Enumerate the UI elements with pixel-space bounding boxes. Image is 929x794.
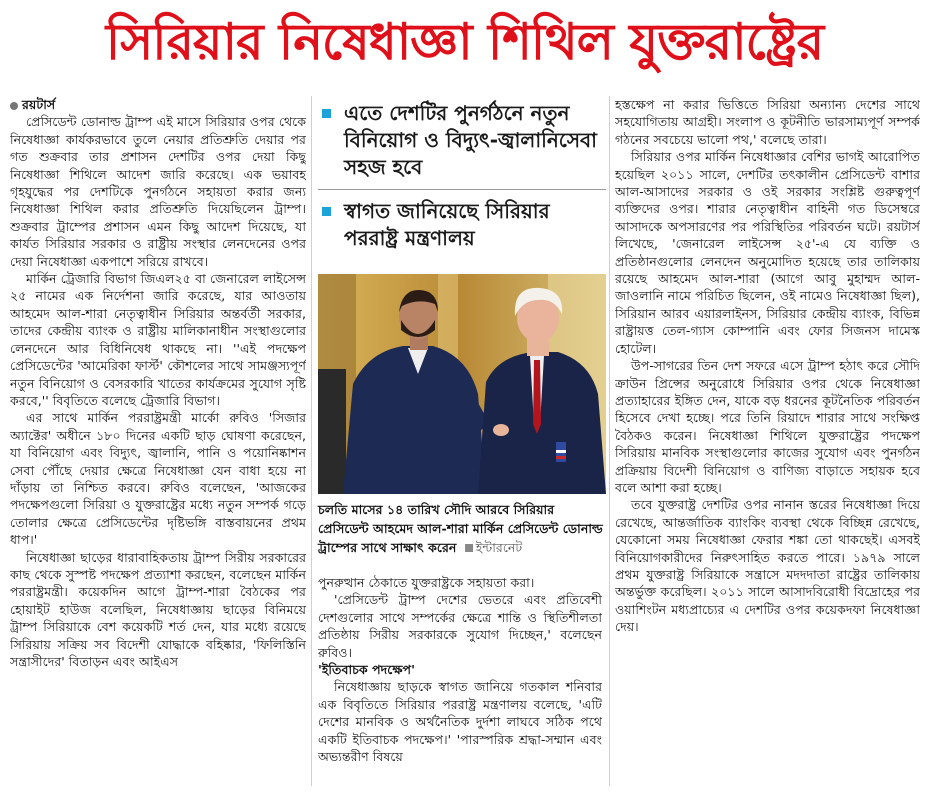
article-column-2 [318,574,602,786]
headline: সিরিয়ার নিষেধাজ্ঞা শিথিল যুক্তরাষ্ট্রের [105,13,824,71]
paragraph: 'প্রেসিডেন্ট ট্রাম্প দেশের ভেতরে এবং প্রতিবেশী দেশগুলোর সাথে সম্পর্কের ক্ষেত্রে শান্তি ও স্থিতিশীলতা প্রতিষ্ঠায় সিরীয় সরকারকে সুযোগ দিচ্ছেন,' বলেছেন রুবিও। [318,592,602,660]
paragraph: হস্তক্ষেপ না করার ভিত্তিতে সিরিয়া অন্যান্য দেশের সাথে সহযোগিতায় আগ্রহী। সংলাপ ও কূটনীতি ভারসাম্যপূর্ণ সম্পর্ক গঠনের সবচেয়ে ভালো পথ,' বলেছে তারা। [615,97,920,147]
bullet-icon [10,102,18,110]
square-bullet-icon [322,207,331,216]
divider [318,189,606,190]
paragraph: প্রেসিডেন্ট ডোনাল্ড ট্রাম্প এই মাসে সিরিয়ার ওপর থেকে নিষেধাজ্ঞা কার্যকরভাবে তুলে নেয়ার প্রতিশ্রুতি দেয়ার পর গত শুক্রবার তার প্রশাসন দেশটির ওপর দেয়া কিছু নিষেধাজ্ঞা শিথিলে আদেশ জারি করেছে। এক ভয়াবহ গৃহযুদ্ধের পর দেশটিকে পুনর্গঠনে সহায়তা করার জন্য নিষেধাজ্ঞা শিথিল করার প্রতিশ্রুতি দিয়েছিলেন ট্রাম্প। শুক্রবার ট্রাম্পের প্রশাসন এমন কিছু আদেশ দিয়েছে, যা কার্যত সিরিয়ার সরকার ও রাষ্ট্রীয় সংস্থার লেনদেনের ওপর দেয়া নিষেধাজ্ঞা একপাশে সরিয়ে রাখবে। [10,114,306,269]
paragraph: সিরিয়ার ওপর মার্কিন নিষেধাজ্ঞার বেশির ভাগই আরোপিত হয়েছিল ২০১১ সালে, দেশটির তৎকালীন প্রেসিডেন্ট বাশার আল-আসাদের সরকার ও ওই সরকার সংশ্লিষ্ট গুরুত্বপূর্ণ ব্যক্তিদের ওপর। শারার নেতৃত্বাধীন বাহিনী গত ডিসেম্বরে আসাদকে অপসারণের পর পরিস্থিতির পরিবর্তন ঘটে। রয়টার্স লিখেছে, 'জেনারেল লাইসেন্স ২৫'-এ যে ব্যক্তি ও প্রতিষ্ঠানগুলোর লেনদেন অনুমোদিত হয়েছে তার তালিকায় রয়েছে আহমেদ আল-শারা (আগে আবু মুহাম্মদ আল-জাওলানি নামে পরিচিত ছিলেন, ওই নামেও নিষেধাজ্ঞা ছিল), সিরিয়ান আরব এয়ারলাইনস, সিরিয়ার কেন্দ্রীয় ব্যাংক, বিভিন্ন রাষ্ট্রায়ত্ত তেল-গ্যাস কোম্পানি এবং ফোর সিজনস দামেস্ক হোটেল। [615,149,920,356]
paragraph: উপ-সাগরের তিন দেশ সফরে এসে ট্রাম্প হঠাৎ করে সৌদি ক্রাউন প্রিন্সের অনুরোধে সিরিয়ার ওপর থেকে নিষেধাজ্ঞা প্রত্যাহারের ইঙ্গিত দেন, যাকে বড় ধরনের কূটনৈতিক পরিবর্তন হিসেবে দেখা হচ্ছে। পরে তিনি রিয়াদে শারার সাথে সংক্ষিপ্ত বৈঠকও করেন। নিষেধাজ্ঞা শিথিলে যুক্তরাষ্ট্রের পদক্ষেপ সিরিয়ায় মানবিক সংস্থাগুলোর কাজের সুযোগ এবং পুনর্গঠন প্রক্রিয়ায় বিদেশী বিনিয়োগ ও বাণিজ্য বাড়াতে সহায়ক হবে বলে আশা করা হচ্ছে। [615,358,920,495]
square-bullet-icon [322,109,331,118]
byline [10,96,306,113]
paragraph: এর সাথে মার্কিন পররাষ্ট্রমন্ত্রী মার্কো রুবিও 'সিজার অ্যাক্টের' অধীনে ১৮০ দিনের একটি ছাড় ঘোষণা করেছেন, যা বিনিয়োগ এবং বিদ্যুৎ, জ্বালানি, পানি ও পয়োনিষ্কাশন সেবা পৌঁছে দেয়ার ক্ষেত্রে নিষেধাজ্ঞা যেন বাধা হয়ে না দাঁড়ায় তা নিশ্চিত করবে। রুবিও বলেছেন, 'আজকের পদক্ষেপগুলো সিরিয়া ও যুক্তরাষ্ট্রের মধ্যে নতুন সম্পর্ক গড়ে তোলার ক্ষেত্রে প্রেসিডেন্টের দৃষ্টিভঙ্গি বাস্তবায়নের প্রথম ধাপ।' [10,410,306,548]
paragraph: তবে যুক্তরাষ্ট্র দেশটির ওপর নানান স্তরের নিষেধাজ্ঞা দিয়ে রেখেছে, আন্তর্জাতিক ব্যাংকিং ব্যবস্থা থেকে বিচ্ছিন্ন রেখেছে, যেকোনো সময় নিষেধাজ্ঞা ফেরার শঙ্কা তো থাকছেই। এসবই বিনিয়োগকারীদের নিরুৎসাহিত করতে পারে। ১৯৭৯ সালে প্রথম যুক্তরাষ্ট্র সিরিয়াকে সন্ত্রাসে মদদদাতা রাষ্ট্রের তালিকায় অন্তর্ভুক্ত করেছিল। ২০১১ সালে আসাদবিরোধী বিদ্রোহের পর ওয়াশিংটন মধ্যপ্রাচ্যের এ দেশটির ওপর কয়েকদফা নিষেধাজ্ঞা দেয়। [615,497,920,635]
paragraph: পুনরুত্থান ঠেকাতে যুক্তরাষ্ট্রকে সহায়তা করা। [318,575,535,590]
highlight-text: স্বাগত জানিয়েছে সিরিয়ার পররাষ্ট্র মন্ত্রণালয় [344,199,550,250]
highlight-item [318,100,606,181]
paragraph: মার্কিন ট্রেজারি বিভাগ জিএল২৫ বা জেনারেল লাইসেন্স ২৫ নামের এক নির্দেশনা জারি করেছে, যার আওতায় আহমেদ আল-শারা নেতৃত্বাধীন সিরিয়ার অন্তর্বর্তী সরকার, তাদের কেন্দ্রীয় ব্যাংক ও রাষ্ট্রীয় মালিকানাধীন সংস্থাগুলোর লেনদেনে আর বিধিনিষেধ থাকছে না। ''এই পদক্ষেপ প্রেসিডেন্টের 'আমেরিকা ফার্স্ট' কৌশলের সাথে সামঞ্জস্যপূর্ণ নতুন বিনিয়োগ ও বেসরকারি খাতের কার্যক্রমের সুযোগ সৃষ্টি করবে,'' বিবৃতিতে বলেছে ট্রেজারি বিভাগ। [10,271,306,408]
credit-square-icon [465,544,473,552]
source-label: রয়টার্স [22,97,56,112]
column-divider [311,96,312,786]
paragraph: নিষেধাজ্ঞা ছাড়ের ধারাবাহিকতায় ট্রাম্প সিরীয় সরকারের কাছ থেকে সুস্পষ্ট পদক্ষেপ প্রত্যাশা করছেন, বলেছেন মার্কিন পররাষ্ট্রমন্ত্রী। কয়েকদিন আগে ট্রাম্প-শারা বৈঠকের পর হোয়াইট হাউজ বলেছিল, নিষেধাজ্ঞায় ছাড়ের বিনিময়ে ট্রাম্প সিরিয়াকে বেশ কয়েকটি শর্ত দেন, যার মধ্যে রয়েছে সিরিয়ায় সক্রিয় সব বিদেশী যোদ্ধাকে বহিষ্কার, 'ফিলিস্তিনি সন্ত্রাসীদের' বিতাড়ন এবং আইএস [10,549,306,669]
column-divider [609,96,610,786]
highlights-box [318,100,606,252]
photo-credit: ইন্টারনেট [475,540,523,555]
highlight-text: এতে দেশটির পুনর্গঠনে নতুন বিনিয়োগ ও বিদ্যুৎ-জ্বালানিসেবা সহজ হবে [344,101,597,179]
news-photo [318,274,606,494]
article-column-3 [615,96,920,788]
highlight-item [318,198,606,252]
caption-text: চলতি মাসের ১৪ তারিখ সৌদি আরবে সিরিয়ার প্রেসিডেন্ট আহমেদ আল-শারা মার্কিন প্রেসিডেন্ট ডোনাল্ড ট্রাম্পের সাথে সাক্ষাৎ করেন [318,502,603,555]
subheading: 'ইতিবাচক পদক্ষেপ' [318,662,415,678]
article-column-1 [10,96,306,788]
photo-caption [318,500,606,557]
handshake-photo-illustration [318,274,606,494]
paragraph: নিষেধাজ্ঞায় ছাড়কে স্বাগত জানিয়ে গতকাল শনিবার এক বিবৃতিতে সিরিয়ার পররাষ্ট্র মন্ত্রণালয় বলেছে, 'এটি দেশের মানবিক ও অর্থনৈতিক দুর্দশা লাঘবে সঠিক পথে একটি ইতিবাচক পদক্ষেপ।' 'পারস্পরিক শ্রদ্ধা-সম্মান এবং অভ্যন্তরীণ বিষয়ে [318,679,602,765]
